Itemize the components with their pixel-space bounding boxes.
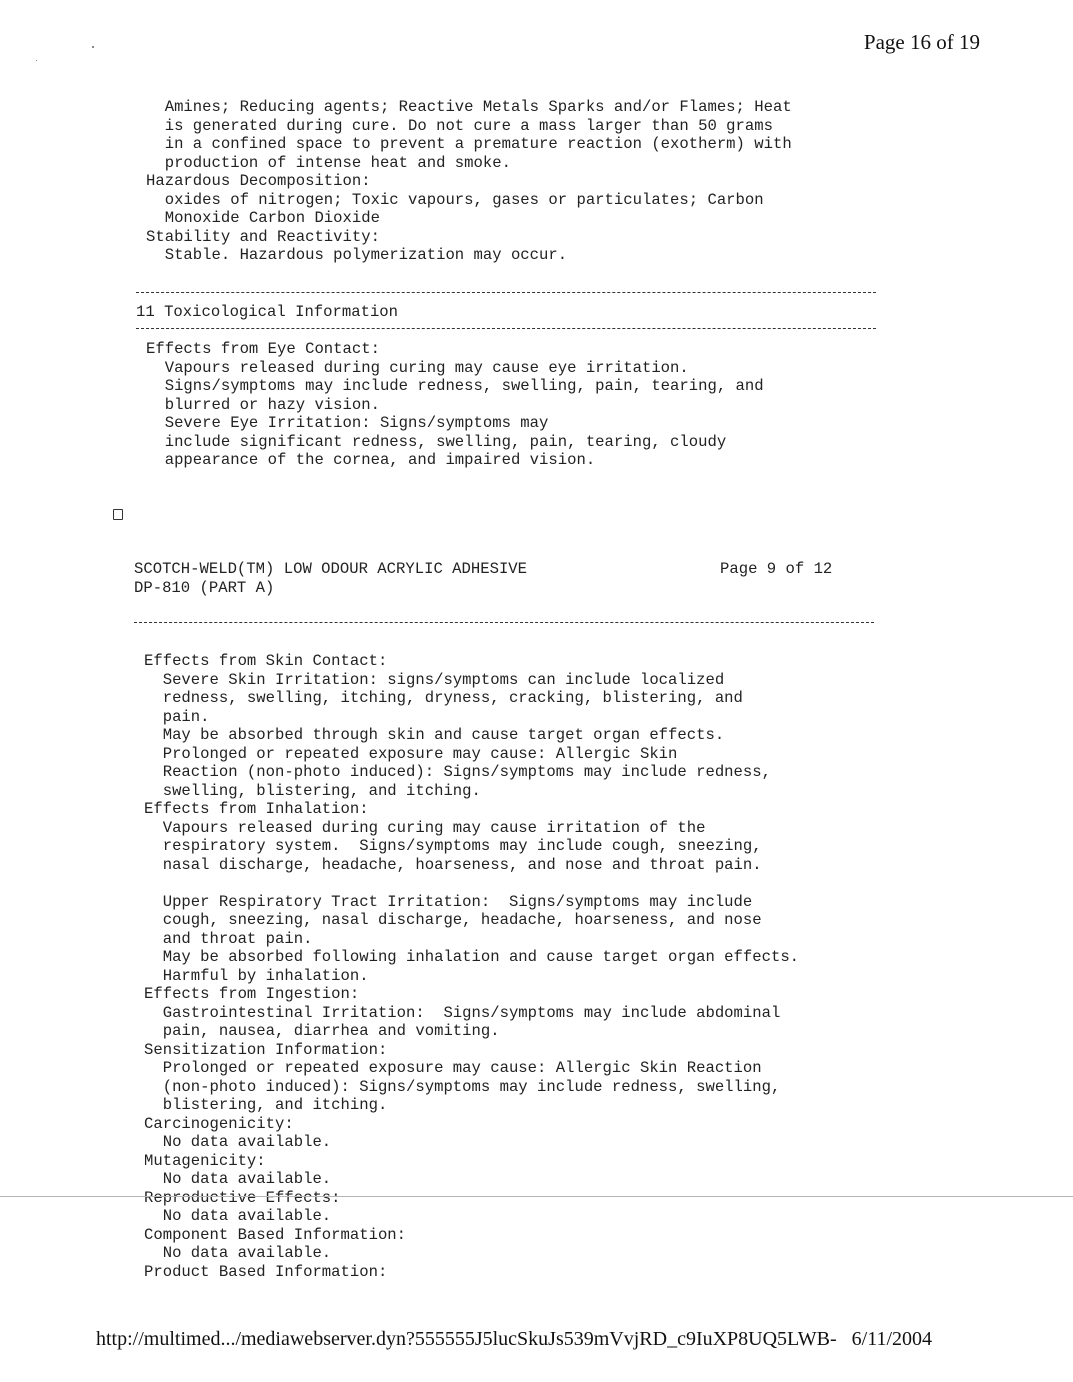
text-line: May be absorbed through skin and cause target organ effects. (144, 726, 725, 744)
text-line: blurred or hazy vision. (146, 395, 380, 414)
text-line: appearance of the cornea, and impaired vision. (146, 451, 596, 469)
text-line: blistering, and itching. (144, 1096, 388, 1114)
text-line: Stable. Hazardous polymerization may occur. (146, 246, 568, 264)
text-line: No data available. (144, 1244, 332, 1262)
text-line: Vapours released during curing may cause irritation of the (144, 818, 706, 837)
section-divider-top (136, 292, 876, 293)
text-line: respiratory system. Signs/symptoms may include cough, sneezing, (144, 837, 762, 855)
text-line: Signs/symptoms may include redness, swelling, pain, tearing, and (146, 377, 764, 395)
top-text-block (146, 98, 792, 265)
text-line: Prolonged or repeated exposure may cause: Allergic Skin (144, 744, 678, 763)
text-line: Upper Respiratory Tract Irritation: Signs/symptoms may include (144, 892, 753, 911)
text-line: Mutagenicity: (144, 1151, 266, 1170)
text-line: Reproductive Effects: (144, 1188, 341, 1207)
text-line: No data available. (144, 1133, 332, 1151)
text-line: Amines; Reducing agents; Reactive Metals Sparks and/or Flames; Heat (146, 98, 792, 116)
text-line: in a confined space to prevent a premature reaction (exotherm) with (146, 135, 792, 153)
text-line: Gastrointestinal Irritation: Signs/symptoms may include abdominal (144, 1003, 781, 1022)
text-line: oxides of nitrogen; Toxic vapours, gases or particulates; Carbon (146, 190, 764, 209)
text-line: Carcinogenicity: (144, 1114, 294, 1133)
text-line (144, 874, 799, 893)
page-number: Page 16 of 19 (863, 30, 980, 54)
text-line: Stability and Reactivity: (146, 227, 380, 246)
inner-header-title: SCOTCH-WELD(TM) LOW ODOUR ACRYLIC ADHESIVE (134, 560, 528, 578)
inner-header-product: DP-810 (PART A) (134, 579, 275, 597)
scan-speck (36, 60, 37, 61)
text-line: is generated during cure. Do not cure a mass larger than 50 grams (146, 116, 773, 135)
inner-header-divider (134, 622, 874, 623)
text-line: include significant redness, swelling, pain, tearing, cloudy (146, 432, 727, 451)
text-line: Effects from Ingestion: (144, 985, 360, 1003)
text-line: and throat pain. (144, 929, 313, 948)
checkbox-marker (113, 509, 123, 520)
text-line: Severe Skin Irritation: signs/symptoms can include localized (144, 670, 725, 689)
text-line: Prolonged or repeated exposure may cause: Allergic Skin Reaction (144, 1059, 762, 1077)
text-line: nasal discharge, headache, hoarseness, and nose and throat pain. (144, 855, 762, 874)
text-line: Effects from Skin Contact: (144, 652, 388, 670)
text-line: Vapours released during curing may cause eye irritation. (146, 358, 689, 377)
footer-url: http://multimed.../mediawebserver.dyn?555555J5lucSkuJs539mVvjRD_c9IuXP8UQ5LWB- (96, 1328, 837, 1350)
page-footer (96, 1328, 932, 1351)
text-line: Product Based Information: (144, 1262, 388, 1281)
eye-contact-block (146, 340, 764, 470)
footer-date: 6/11/2004 (851, 1328, 933, 1350)
text-line: Harmful by inhalation. (144, 966, 369, 985)
text-line: No data available. (144, 1170, 332, 1188)
text-line: (non-photo induced): Signs/symptoms may include redness, swelling, (144, 1077, 781, 1096)
text-line: redness, swelling, itching, dryness, cracking, blistering, and (144, 689, 743, 707)
text-line: May be absorbed following inhalation and cause target organ effects. (144, 948, 800, 966)
text-line: pain. (144, 707, 210, 726)
text-line: Severe Eye Irritation: Signs/symptoms may (146, 414, 549, 432)
text-line: Effects from Eye Contact: (146, 340, 380, 358)
text-line: Hazardous Decomposition: (146, 172, 371, 190)
text-line: No data available. (144, 1207, 332, 1225)
text-line: Monoxide Carbon Dioxide (146, 209, 380, 227)
scan-speck (92, 46, 94, 48)
text-line: production of intense heat and smoke. (146, 153, 511, 172)
text-line: swelling, blistering, and itching. (144, 781, 481, 800)
inner-header-page: Page 9 of 12 (720, 560, 833, 578)
toxicology-text-block (144, 652, 799, 1281)
text-line: Sensitization Information: (144, 1040, 388, 1059)
text-line: Reaction (non-photo induced): Signs/symptoms may include redness, (144, 763, 771, 781)
section-title: 11 Toxicological Information (136, 303, 399, 321)
text-line: Component Based Information: (144, 1225, 407, 1244)
text-line: pain, nausea, diarrhea and vomiting. (144, 1022, 500, 1040)
text-line: Effects from Inhalation: (144, 800, 369, 818)
section-divider-bottom (136, 328, 876, 329)
text-line: cough, sneezing, nasal discharge, headache, hoarseness, and nose (144, 911, 762, 929)
scan-artifact-line (0, 1196, 1073, 1197)
